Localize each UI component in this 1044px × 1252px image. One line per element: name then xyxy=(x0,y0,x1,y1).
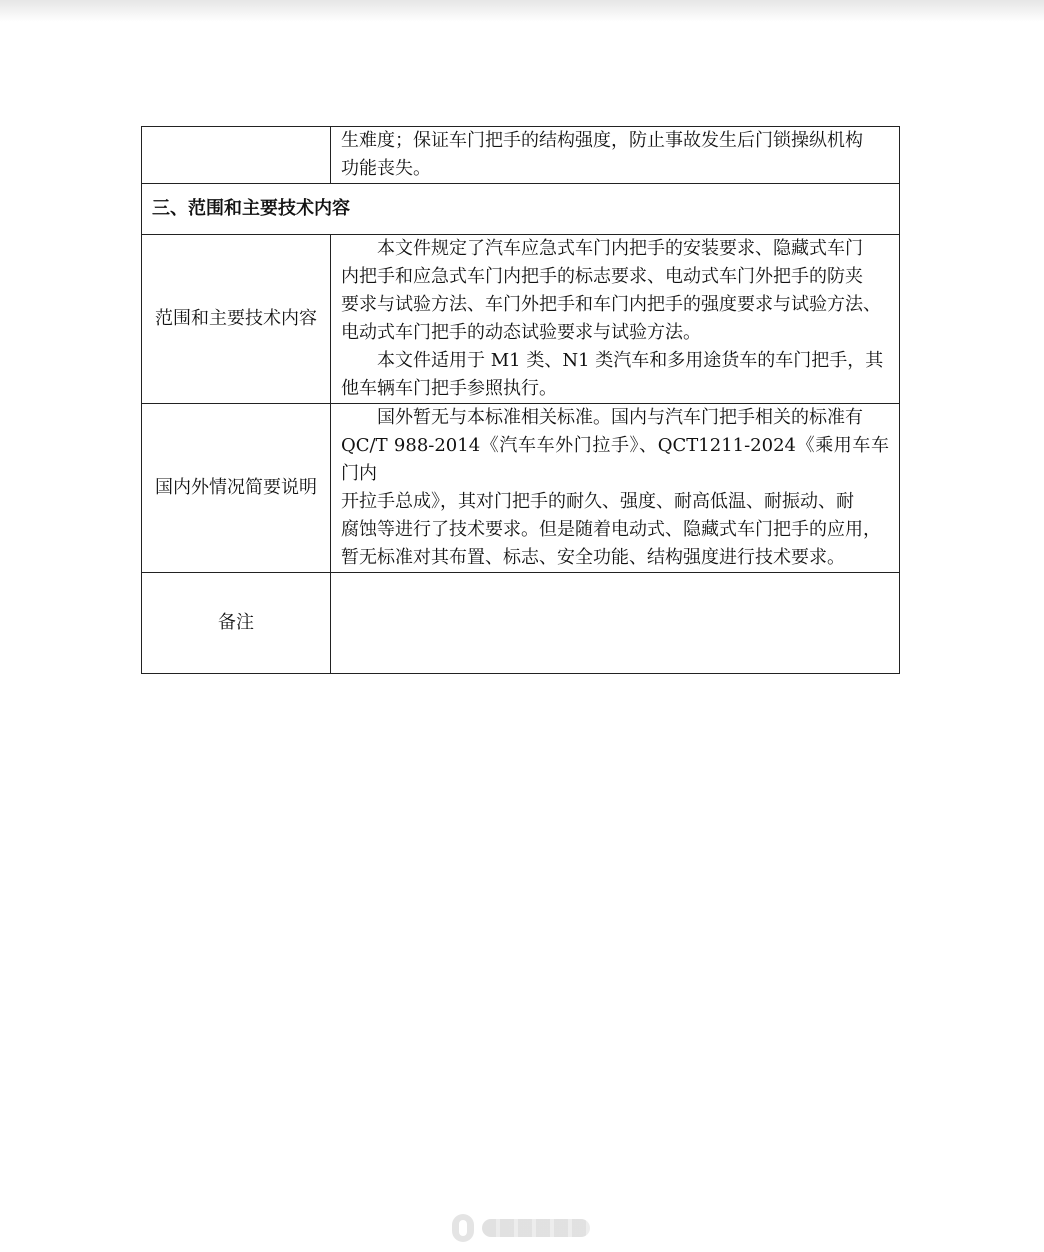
section-heading: 三、范围和主要技术内容 xyxy=(142,184,900,235)
continuation-label-cell xyxy=(142,127,331,184)
table-row-overview xyxy=(142,404,900,573)
overview-line-4: 腐蚀等进行了技术要求。但是随着电动式、隐藏式车门把手的应用， xyxy=(341,519,881,540)
watermark xyxy=(452,1213,598,1243)
standard-info-table xyxy=(141,126,900,674)
scope-p1-line-1: 本文件规定了汽车应急式车门内把手的安装要求、隐藏式车门 xyxy=(377,238,863,259)
overview-line-3: 开拉手总成》，其对门把手的耐久、强度、耐高低温、耐振动、耐 xyxy=(341,491,854,512)
scope-p1-line-4: 电动式车门把手的动态试验要求与试验方法。 xyxy=(341,322,701,343)
overview-line-2: QC/T 988-2014《汽车车外门拉手》、QCT1211-2024《乘用车车门内 xyxy=(341,435,889,484)
overview-body-cell xyxy=(331,404,900,573)
scope-label: 范围和主要技术内容 xyxy=(142,235,331,404)
remarks-label: 备注 xyxy=(142,573,331,674)
scope-p2-line-1: 本文件适用于 M1 类、N1 类汽车和多用途货车的车门把手，其 xyxy=(377,350,884,371)
overview-line-5: 暂无标准对其布置、标志、安全功能、结构强度进行技术要求。 xyxy=(341,547,845,568)
overview-label: 国内外情况简要说明 xyxy=(142,404,331,573)
remarks-value-cell xyxy=(331,573,900,674)
table-row-remarks xyxy=(142,573,900,674)
table-row-section-heading xyxy=(142,184,900,235)
continuation-body-cell xyxy=(331,127,900,184)
scope-p1-line-3: 要求与试验方法、车门外把手和车门内把手的强度要求与试验方法、 xyxy=(341,294,881,315)
continuation-line-2: 功能丧失。 xyxy=(341,158,431,179)
page-top-shadow xyxy=(0,0,1044,22)
scope-body-cell xyxy=(331,235,900,404)
continuation-line-1: 生难度；保证车门把手的结构强度，防止事故发生后门锁操纵机构 xyxy=(341,130,863,151)
scope-p2-line-2: 他车辆车门把手参照执行。 xyxy=(341,378,557,399)
overview-line-1: 国外暂无与本标准相关标准。国内与汽车门把手相关的标准有 xyxy=(377,407,863,428)
scope-p1-line-2: 内把手和应急式车门内把手的标志要求、电动式车门外把手的防夹 xyxy=(341,266,863,287)
watermark-logo-icon xyxy=(452,1214,474,1242)
watermark-text-blur xyxy=(482,1219,590,1237)
table-row-scope xyxy=(142,235,900,404)
table-row-continuation xyxy=(142,127,900,184)
